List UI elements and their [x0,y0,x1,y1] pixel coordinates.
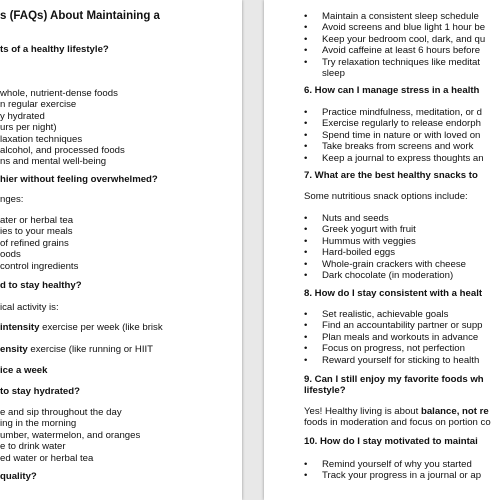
list-item: • Avoid caffeine at least 6 hours before [304,45,485,56]
faq-heading-5: quality? [0,471,37,482]
faq-8-list [304,309,483,366]
faq-7-intro: Some nutritious snack options include: [304,191,468,202]
faq-3-line-1 [0,322,163,334]
list-item: control ingredients [0,260,79,272]
faq-3-line-2-rest: exercise (like running or HIIT [27,344,154,355]
faq-heading-1: ts of a healthy lifestyle? [0,44,109,55]
faq-2-list [0,215,78,272]
faq-4-list [0,407,140,464]
list-item: • Dark chocolate (in moderation) [304,270,466,281]
faq-heading-9-continuation: lifestyle? [304,385,346,396]
faq-heading-8: 8. How do I stay consistent with a healt [304,288,483,299]
list-item: • Whole-grain crackers with cheese [304,259,466,270]
faq-heading-10: 10. How do I stay motivated to maintai [304,436,478,447]
document-page-left [0,0,242,500]
list-item: • Focus on progress, not perfection [304,343,483,354]
list-item: laxation techniques [0,133,83,145]
list-item: urs per night) [0,122,57,134]
list-item: e to drink water [0,441,66,453]
faq-heading-9: 9. Can I still enjoy my favorite foods wh [304,374,484,385]
faq-9-answer-line-1 [304,406,489,418]
faq-3-line-3: ice a week [0,365,48,376]
list-item: • Maintain a consistent sleep schedule [304,11,485,22]
faq-9-answer-bold: balance, not re [420,406,489,417]
list-item: • Exercise regularly to release endorph [304,118,484,129]
faq-3-line-2 [0,344,153,356]
list-item: alcohol, and processed foods [0,145,125,157]
faq-heading-3: d to stay healthy? [0,280,82,291]
list-item: ies to your meals [0,226,73,238]
faq-2-intro: nges: [0,194,24,205]
list-item: ing in the morning [0,418,77,430]
faq-heading-6: 6. How can I manage stress in a health [304,85,480,96]
faq-7-list [304,213,466,281]
list-item: • Keep your bedroom cool, dark, and qu [304,34,485,45]
list-item: • Keep a journal to express thoughts an [304,153,484,164]
list-item: oods [0,249,21,261]
faq-3-intro: ical activity is: [0,302,59,313]
list-item: • Avoid screens and blue light 1 hour be [304,22,485,33]
list-item: • Track your progress in a journal or ap [304,470,481,481]
list-item: • Find an accountability partner or supp [304,320,483,331]
list-item: • Plan meals and workouts in advance [304,332,483,343]
list-item: • Nuts and seeds [304,213,466,224]
list-item: • Greek yogurt with fruit [304,224,466,235]
list-item: ed water or herbal tea [0,452,94,464]
faq-6-list [304,107,484,164]
faq-1-list [0,88,125,168]
faq-10-list [304,459,481,482]
list-item: • Try relaxation techniques like meditat [304,57,485,68]
faq-3-line-2-bold: ensity [0,344,28,355]
list-item: ater or herbal tea [0,215,74,226]
document-page-right [264,0,500,500]
list-item: • Practice mindfulness, meditation, or d [304,107,484,118]
faq-heading-7: 7. What are the best healthy snacks to [304,170,478,181]
list-item: • Hard-boiled eggs [304,247,466,258]
list-item: ns and mental well-being [0,156,107,168]
list-item: • Set realistic, achievable goals [304,309,483,320]
list-item: n regular exercise [0,99,77,111]
list-item: • Hummus with veggies [304,236,466,247]
sleep-tip-continuation: sleep [322,68,345,79]
faq-9-answer-text: Yes! Healthy living is about [304,406,421,417]
list-item: • Take breaks from screens and work [304,141,484,152]
list-item: • Spend time in nature or with loved on [304,130,484,141]
list-item: y hydrated [0,110,45,122]
list-item: whole, nutrient-dense foods [0,88,118,99]
list-item: of refined grains [0,237,69,249]
list-item: umber, watermelon, and oranges [0,429,141,441]
list-item: • Remind yourself of why you started [304,459,481,470]
list-item: e and sip throughout the day [0,407,122,418]
faq-heading-2: hier without feeling overwhelmed? [0,174,158,185]
faq-3-line-1-rest: exercise per week (like brisk [39,322,163,333]
faq-9-answer-line-2: foods in moderation and focus on portion co [304,417,491,428]
faq-3-line-1-bold: intensity [0,322,40,333]
sleep-tips-list [304,11,485,68]
faq-heading-4: to stay hydrated? [0,386,80,397]
list-item: • Reward yourself for sticking to health [304,355,483,366]
document-title: s (FAQs) About Maintaining a [0,10,160,22]
